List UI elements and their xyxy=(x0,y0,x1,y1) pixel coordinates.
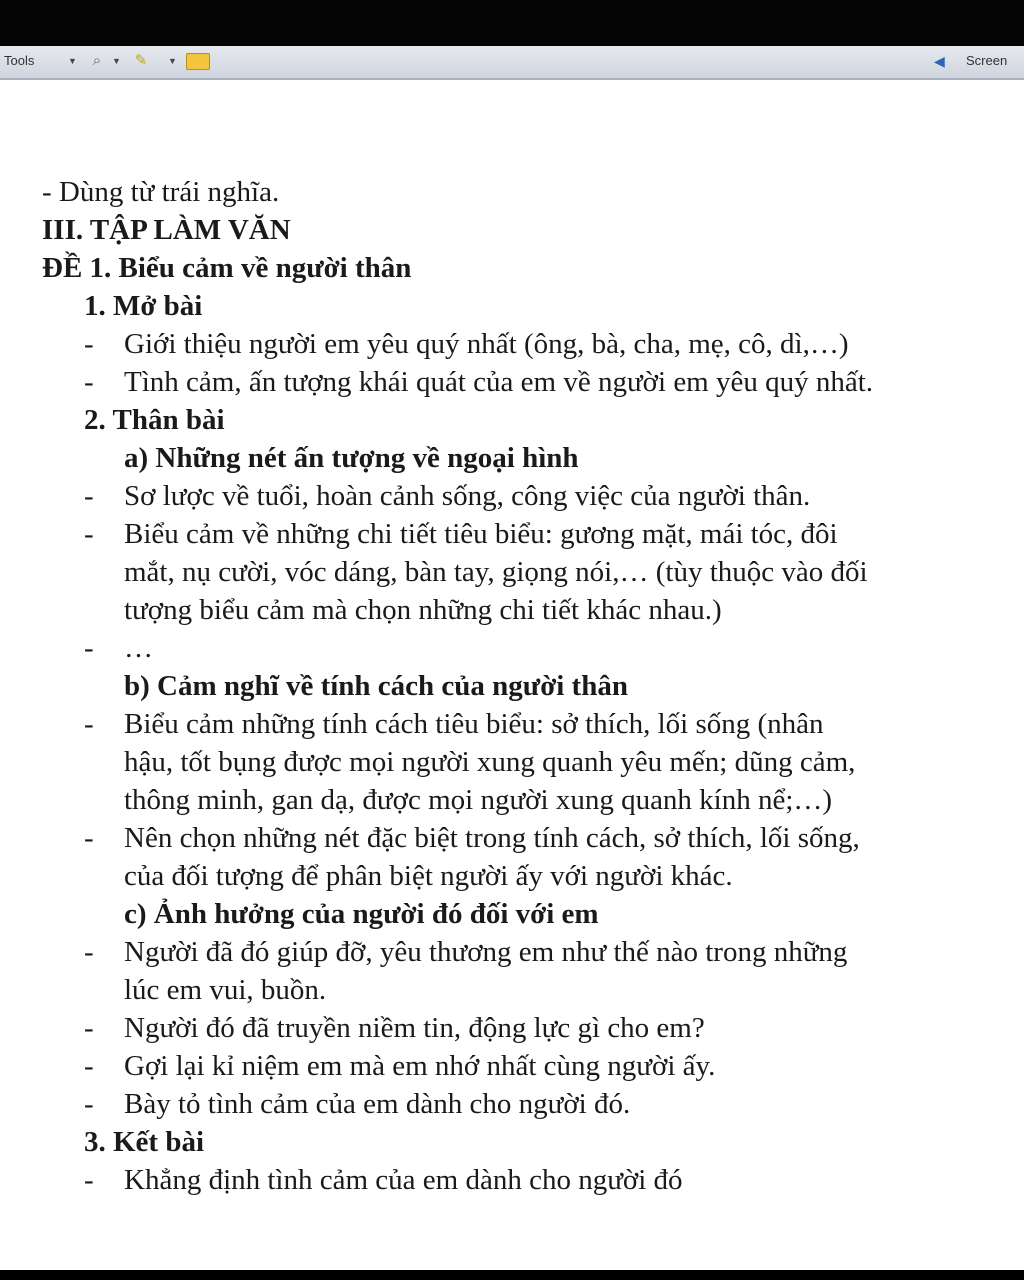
topic-heading: ĐỀ 1. Biểu cảm về người thân xyxy=(42,252,412,284)
bullet: - xyxy=(84,1012,94,1044)
sub-c-item-line: lúc em vui, buồn. xyxy=(124,974,327,1006)
top-bezel xyxy=(0,0,1024,46)
part3-item: Khẳng định tình cảm của em dành cho người đó xyxy=(124,1164,683,1196)
part3-title: 3. Kết bài xyxy=(84,1126,205,1158)
sub-a-item-line: tượng biểu cảm mà chọn những chi tiết khác nhau.) xyxy=(124,594,722,626)
bottom-bezel xyxy=(0,1270,1024,1280)
sub-a-item: Sơ lược về tuổi, hoàn cảnh sống, công việc của người thân. xyxy=(124,480,811,512)
part2-title: 2. Thân bài xyxy=(84,404,225,436)
sub-c-title: c) Ảnh hưởng của người đó đối với em xyxy=(124,898,599,930)
document-page xyxy=(0,80,1024,1270)
bullet: - xyxy=(84,708,94,740)
sub-c-item: Bày tỏ tình cảm của em dành cho người đó. xyxy=(124,1088,631,1120)
sub-a-title: a) Những nét ấn tượng về ngoại hình xyxy=(124,442,579,474)
bullet: - xyxy=(84,328,94,360)
part1-title: 1. Mở bài xyxy=(84,290,203,322)
sub-c-item: Người đó đã truyền niềm tin, động lực gì cho em? xyxy=(124,1012,705,1044)
back-arrow-icon[interactable]: ◀ xyxy=(934,53,945,69)
bullet: - xyxy=(84,366,94,398)
part1-item: Giới thiệu người em yêu quý nhất (ông, bà, cha, mẹ, cô, dì,…) xyxy=(124,328,849,360)
sub-b-title: b) Cảm nghĩ về tính cách của người thân xyxy=(124,670,628,702)
screen-button[interactable]: Screen xyxy=(966,53,1008,68)
viewer-toolbar xyxy=(0,46,1024,80)
sub-c-item: Gợi lại kỉ niệm em mà em nhớ nhất cùng người ấy. xyxy=(124,1050,716,1082)
bullet: - xyxy=(84,632,94,664)
sub-c-item-line: Người đã đó giúp đỡ, yêu thương em như thế nào trong những xyxy=(124,936,848,968)
bullet: - xyxy=(84,936,94,968)
sub-b-item-line: Biểu cảm những tính cách tiêu biểu: sở thích, lối sống (nhân xyxy=(124,708,824,740)
bullet: - xyxy=(84,518,94,550)
part1-item: Tình cảm, ấn tượng khái quát của em về người em yêu quý nhất. xyxy=(124,366,874,398)
bullet: - xyxy=(84,822,94,854)
sub-b-item-line: của đối tượng để phân biệt người ấy với người khác. xyxy=(124,860,733,892)
find-icon[interactable]: ⌕ xyxy=(92,52,102,69)
tools-menu-button[interactable]: Tools xyxy=(4,53,35,68)
bullet: - xyxy=(84,1088,94,1120)
tools-dropdown-icon[interactable]: ▼ xyxy=(68,56,77,66)
sub-b-item-line: Nên chọn những nét đặc biệt trong tính cách, sở thích, lối sống, xyxy=(124,822,860,854)
intro-line: - Dùng từ trái nghĩa. xyxy=(42,176,280,208)
bullet: - xyxy=(84,1050,94,1082)
highlighter-icon[interactable]: ✎ xyxy=(134,52,148,69)
sub-a-ellipsis: … xyxy=(124,632,153,664)
bullet: - xyxy=(84,1164,94,1196)
bullet: - xyxy=(84,480,94,512)
section-heading: III. TẬP LÀM VĂN xyxy=(42,214,291,246)
chevron-down-icon[interactable]: ▼ xyxy=(168,56,177,66)
chevron-down-icon[interactable]: ▼ xyxy=(112,56,121,66)
sub-a-item-line: mắt, nụ cười, vóc dáng, bàn tay, giọng nói,… (tùy thuộc vào đối xyxy=(124,556,868,588)
sub-a-item-line: Biểu cảm về những chi tiết tiêu biểu: gương mặt, mái tóc, đôi xyxy=(124,518,838,550)
sub-b-item-line: hậu, tốt bụng được mọi người xung quanh yêu mến; dũng cảm, xyxy=(124,746,856,778)
sub-b-item-line: thông minh, gan dạ, được mọi người xung quanh kính nể;…) xyxy=(124,784,833,816)
folder-icon[interactable] xyxy=(186,50,208,72)
